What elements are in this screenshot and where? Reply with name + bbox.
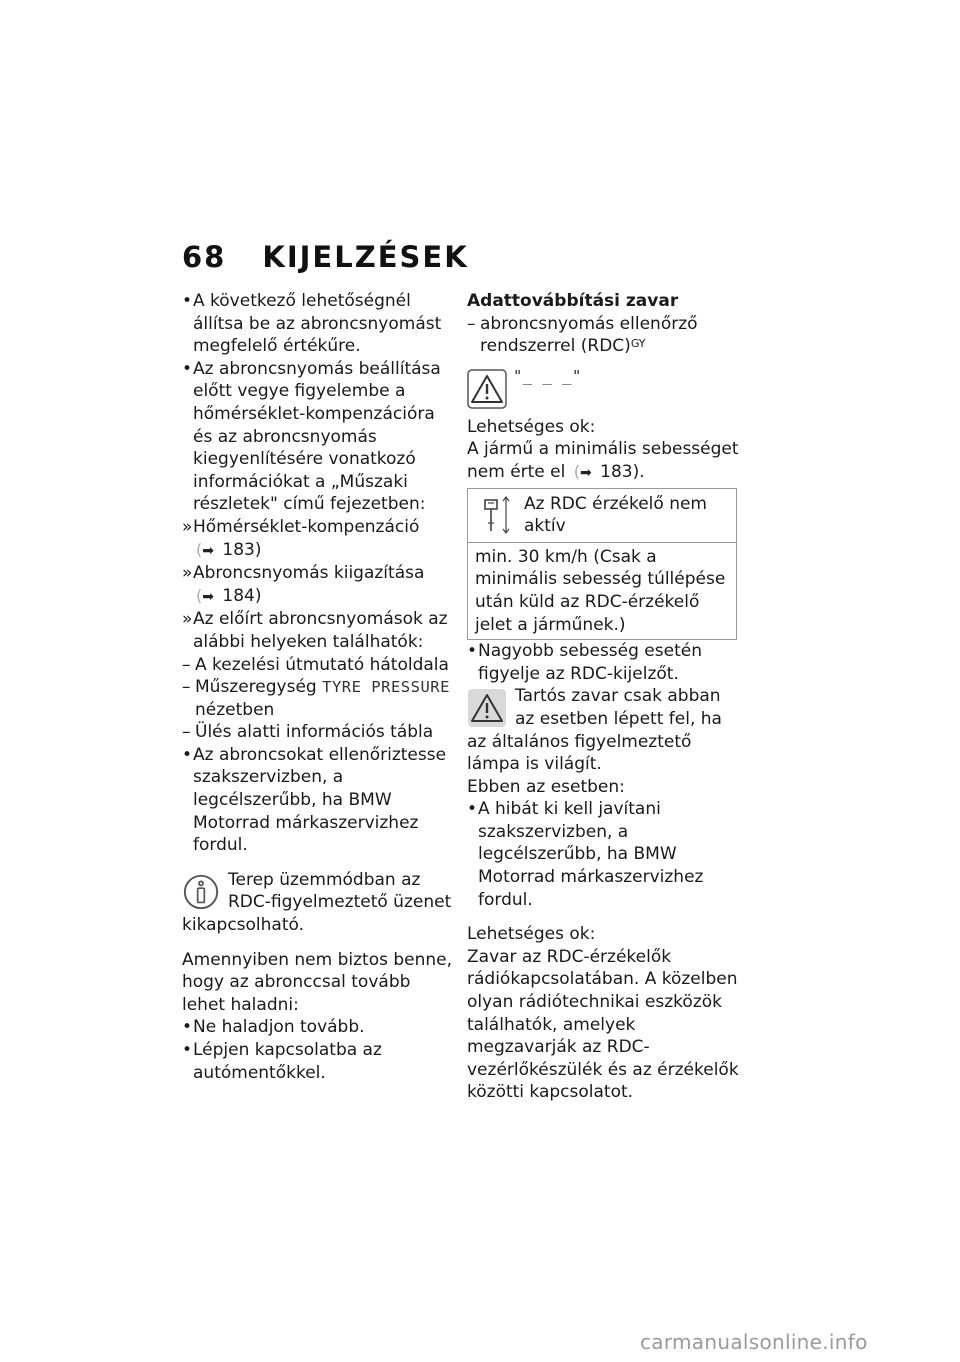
- page-title: KIJELZÉSEK: [262, 240, 469, 274]
- right-column: [467, 290, 739, 1104]
- section-title: Adattovábbítási zavar: [467, 291, 679, 311]
- list-item: • A következő lehetőségnél állítsa be az abroncsnyomást megfelelő értékűre.: [182, 291, 442, 357]
- paragraph: A jármű a minimális sebességet nem érte el (➡ 183).: [467, 438, 739, 484]
- list-item: • Az abroncsokat ellenőriztesse szakszervizben, a legcélszerűbb, ha BMW Motorrad márkaszervizhez fordul.: [182, 744, 447, 856]
- ref-item: » Hőmérséklet-kompenzáció (➡ 183): [182, 516, 454, 562]
- info-icon: [182, 873, 220, 911]
- dash-marker: –: [182, 654, 191, 675]
- paragraph: Zavar az RDC-érzékelők rádiókapcsolatában. A közelben olyan rádiótechnikai eszközök találhatók, amelyek megzavarják az RDC-vezérlőkészülék és az érzékelők közötti kapcsolatot.: [467, 946, 739, 1103]
- dash-item: – Ülés alatti információs tábla: [182, 722, 434, 743]
- warning-triangle-icon: [467, 688, 507, 728]
- table-row: Az RDC érzékelő nem aktív: [468, 489, 736, 543]
- arrow-marker: »: [182, 609, 193, 630]
- bullet-marker: •: [182, 1040, 193, 1060]
- list-item: • Az abroncsnyomás beállítása előtt vegye figyelembe a hőmérséklet-kompenzációra és az abroncsnyomás kiegyenlítésére vonatkozó információkat a „Műszaki részletek" című fejezetben:: [182, 358, 441, 515]
- paragraph: Amennyiben nem biztos benne, hogy az abronccsal tovább lehet haladni:: [182, 949, 453, 1015]
- list-item: • Lépjen kapcsolatba az autómentőkkel.: [182, 1040, 382, 1083]
- label: Lehetséges ok:: [467, 924, 596, 945]
- info-note: Terep üzemmódban az RDC-figyelmeztető üzenet kikapcsolható.: [182, 869, 452, 936]
- watermark: carmanualsonline.info: [640, 1330, 868, 1354]
- dash-marker: –: [182, 677, 191, 698]
- page-ref-arrow-icon: (➡: [196, 585, 214, 605]
- table-row: min. 30 km/h (Csak a minimális sebesség túllépése után küld az RDC-érzékelő jelet a járműnek.): [475, 546, 726, 635]
- bullet-marker: •: [467, 799, 478, 820]
- arrow-marker: »: [182, 516, 193, 537]
- display-text: "_ _ _": [513, 366, 582, 385]
- display-text: TYRE PRESSURE: [322, 678, 450, 697]
- bullet-marker: •: [182, 1017, 193, 1038]
- label: Lehetséges ok:: [467, 416, 596, 437]
- page-ref-arrow-icon: (➡: [573, 461, 592, 481]
- info-table: [467, 488, 737, 641]
- bullet-marker: •: [182, 291, 193, 311]
- label: Ebben az esetben:: [467, 776, 625, 797]
- warning-note: Tartós zavar csak abban az esetben lépett fel, ha az általános figyelmeztető lámpa is világít.: [467, 686, 722, 775]
- ref-item: » Az előírt abroncsnyomások az alábbi helyeken találhatók:: [182, 609, 448, 652]
- page-number: 68: [182, 240, 227, 274]
- dash-item: – Műszeregység TYRE PRESSURE nézetben: [182, 677, 450, 720]
- ref-item: » Abroncsnyomás kiigazítása (➡ 184): [182, 562, 454, 608]
- page-heading: [182, 240, 469, 274]
- list-item: • Ne haladjon tovább.: [182, 1017, 365, 1038]
- arrow-marker: »: [182, 563, 193, 584]
- bullet-marker: •: [467, 641, 478, 662]
- dash-marker: –: [467, 313, 476, 334]
- list-item: • Nagyobb sebesség esetén figyelje az RDC-kijelzőt.: [467, 641, 702, 684]
- page-ref-link[interactable]: 183).: [600, 461, 645, 482]
- display-row: [467, 365, 739, 409]
- tire-sensor-icon: [480, 493, 514, 537]
- dash-item: – abroncsnyomás ellenőrző rendszerrel (RDC)$^{GY}$: [467, 313, 698, 357]
- dash-marker: –: [182, 722, 191, 743]
- variant-sup: GY: [630, 337, 646, 351]
- list-item: • A hibát ki kell javítani szakszervizben, a legcélszerűbb, ha BMW Motorrad márkaszervizhez fordul.: [467, 799, 704, 910]
- warning-triangle-icon: [467, 369, 507, 409]
- bullet-marker: •: [182, 358, 193, 379]
- page-ref-link[interactable]: 183): [222, 539, 262, 560]
- dash-item: – A kezelési útmutató hátoldala: [182, 654, 449, 675]
- bullet-marker: •: [182, 744, 193, 765]
- left-column: [182, 290, 454, 1084]
- page-ref-arrow-icon: (➡: [196, 539, 214, 559]
- page-ref-link[interactable]: 184): [222, 585, 262, 606]
